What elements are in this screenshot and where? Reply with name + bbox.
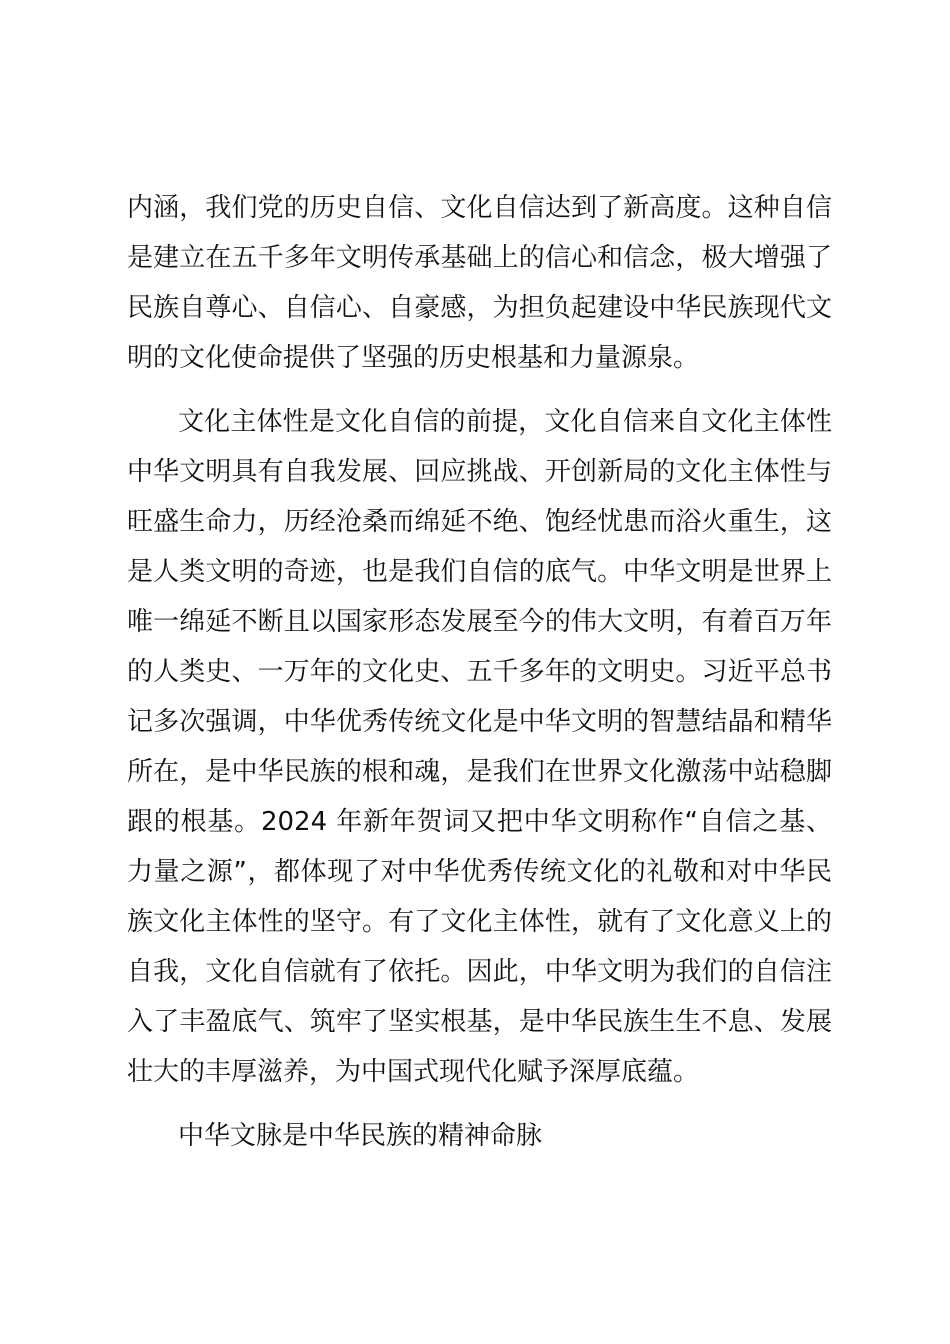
text-line: 自我，文化自信就有了依托。因此，中华文明为我们的自信注 [127, 957, 832, 987]
text-line: 入了丰盈底气、筑牢了坚实根基，是中华民族生生不息、发展 [127, 1007, 832, 1037]
text-line: 内涵，我们党的历史自信、文化自信达到了新高度。这种自信 [127, 193, 832, 223]
text-line: 所在，是中华民族的根和魂，是我们在世界文化激荡中站稳脚 [127, 757, 832, 787]
text-line: 旺盛生命力，历经沧桑而绵延不绝、饱经忧患而浴火重生，这 [127, 507, 832, 537]
text-line: 力量之源”，都体现了对中华优秀传统文化的礼敬和对中华民 [127, 857, 832, 887]
text-line: 文化主体性是文化自信的前提，文化自信来自文化主体性 [178, 407, 832, 437]
text-line: 是人类文明的奇迹，也是我们自信的底气。中华文明是世界上 [127, 557, 832, 587]
text-line: 是建立在五千多年文明传承基础上的信心和信念，极大增强了 [127, 243, 832, 273]
text-line: 壮大的丰厚滋养，为中国式现代化赋予深厚底蕴。 [127, 1057, 700, 1087]
text-line: 记多次强调，中华优秀传统文化是中华文明的智慧结晶和精华 [127, 707, 832, 737]
text-line: 中华文明具有自我发展、回应挑战、开创新局的文化主体性与 [127, 457, 832, 487]
section-heading: 中华文脉是中华民族的精神命脉 [178, 1121, 543, 1151]
text-line: 的人类史、一万年的文化史、五千多年的文明史。习近平总书 [127, 657, 832, 687]
text-line: 明的文化使命提供了坚强的历史根基和力量源泉。 [127, 343, 700, 373]
text-line: 族文化主体性的坚守。有了文化主体性，就有了文化意义上的 [127, 907, 832, 937]
text-line: 民族自尊心、自信心、自豪感，为担负起建设中华民族现代文 [127, 293, 832, 323]
text-line: 唯一绵延不断且以国家形态发展至今的伟大文明，有着百万年 [127, 607, 832, 637]
text-line: 跟的根基。2024 年新年贺词又把中华文明称作“自信之基、 [127, 807, 832, 837]
